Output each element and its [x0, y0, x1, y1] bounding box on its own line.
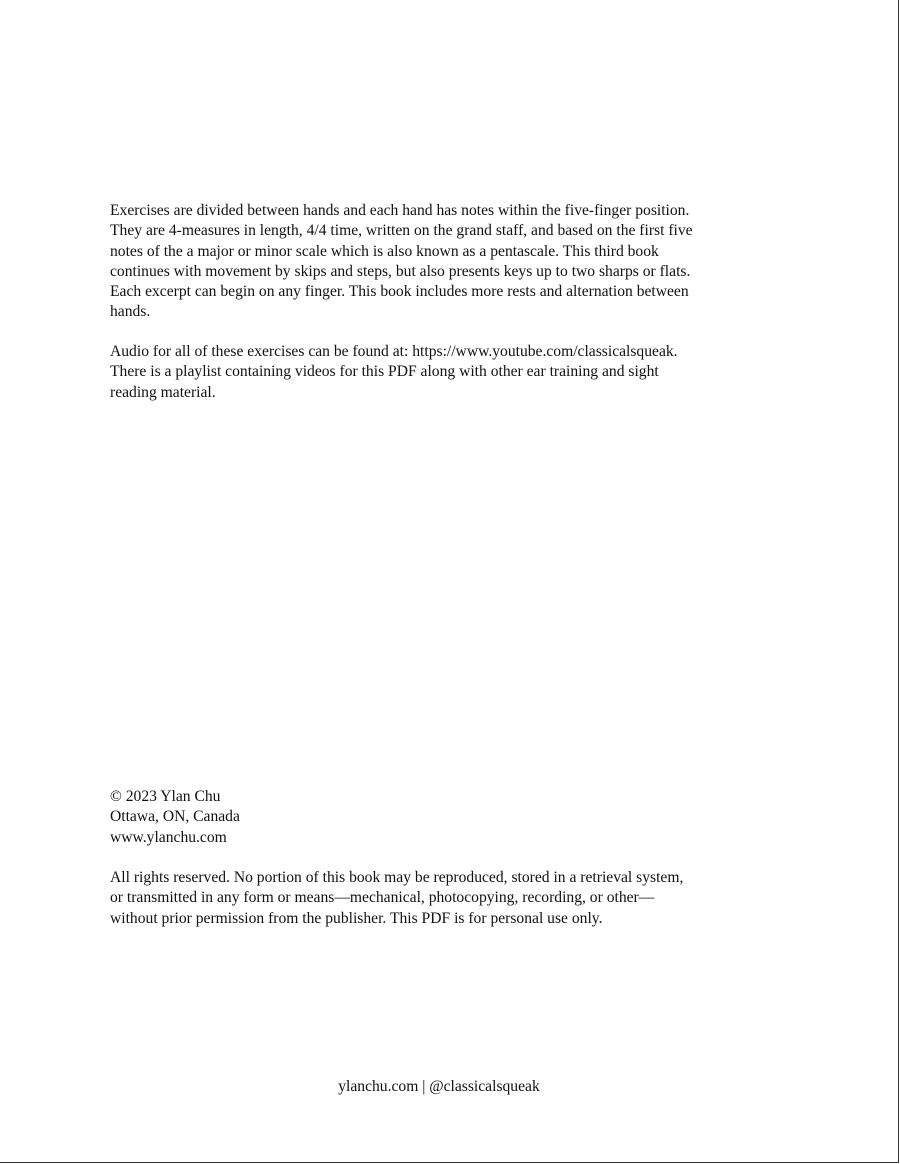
rights-line: All rights reserved. No portion of this book may be reproduced, stored in a retrieval system, — [110, 869, 684, 886]
page-footer — [0, 1077, 878, 1097]
footer-text: ylanchu.com | @classicalsqueak — [338, 1078, 540, 1095]
intro-line: continues with movement by skips and steps, but also presents keys up to two sharps or flats. — [110, 262, 691, 280]
intro-line: notes of the a major or minor scale which is also known as a pentascale. This third book — [110, 242, 659, 260]
intro-line: hands. — [110, 303, 151, 321]
rights-line: or transmitted in any form or means—mechanical, photocopying, recording, or other— — [110, 889, 655, 907]
copyright-notice: © 2023 Ylan Chu — [110, 788, 221, 805]
audio-line: Audio for all of these exercises can be found at: https://www.youtube.com/classicalsqueak. — [110, 343, 678, 360]
intro-line: Each excerpt can begin on any finger. This book includes more rests and alternation between — [110, 283, 689, 301]
copyright-location: Ottawa, ON, Canada — [110, 808, 240, 826]
intro-paragraph — [110, 201, 790, 323]
audio-line: There is a playlist containing videos for this PDF along with other ear training and sight — [110, 363, 659, 381]
rights-paragraph — [110, 868, 790, 929]
copyright-block — [110, 787, 790, 848]
copyright-website: www.ylanchu.com — [110, 828, 227, 846]
rights-line: without prior permission from the publisher. This PDF is for personal use only. — [110, 909, 603, 927]
audio-paragraph — [110, 342, 790, 403]
audio-line: reading material. — [110, 383, 216, 401]
intro-line: Exercises are divided between hands and each hand has notes within the five-finger position. — [110, 202, 690, 219]
intro-line: They are 4-measures in length, 4/4 time, written on the grand staff, and based on the first five — [110, 222, 693, 240]
